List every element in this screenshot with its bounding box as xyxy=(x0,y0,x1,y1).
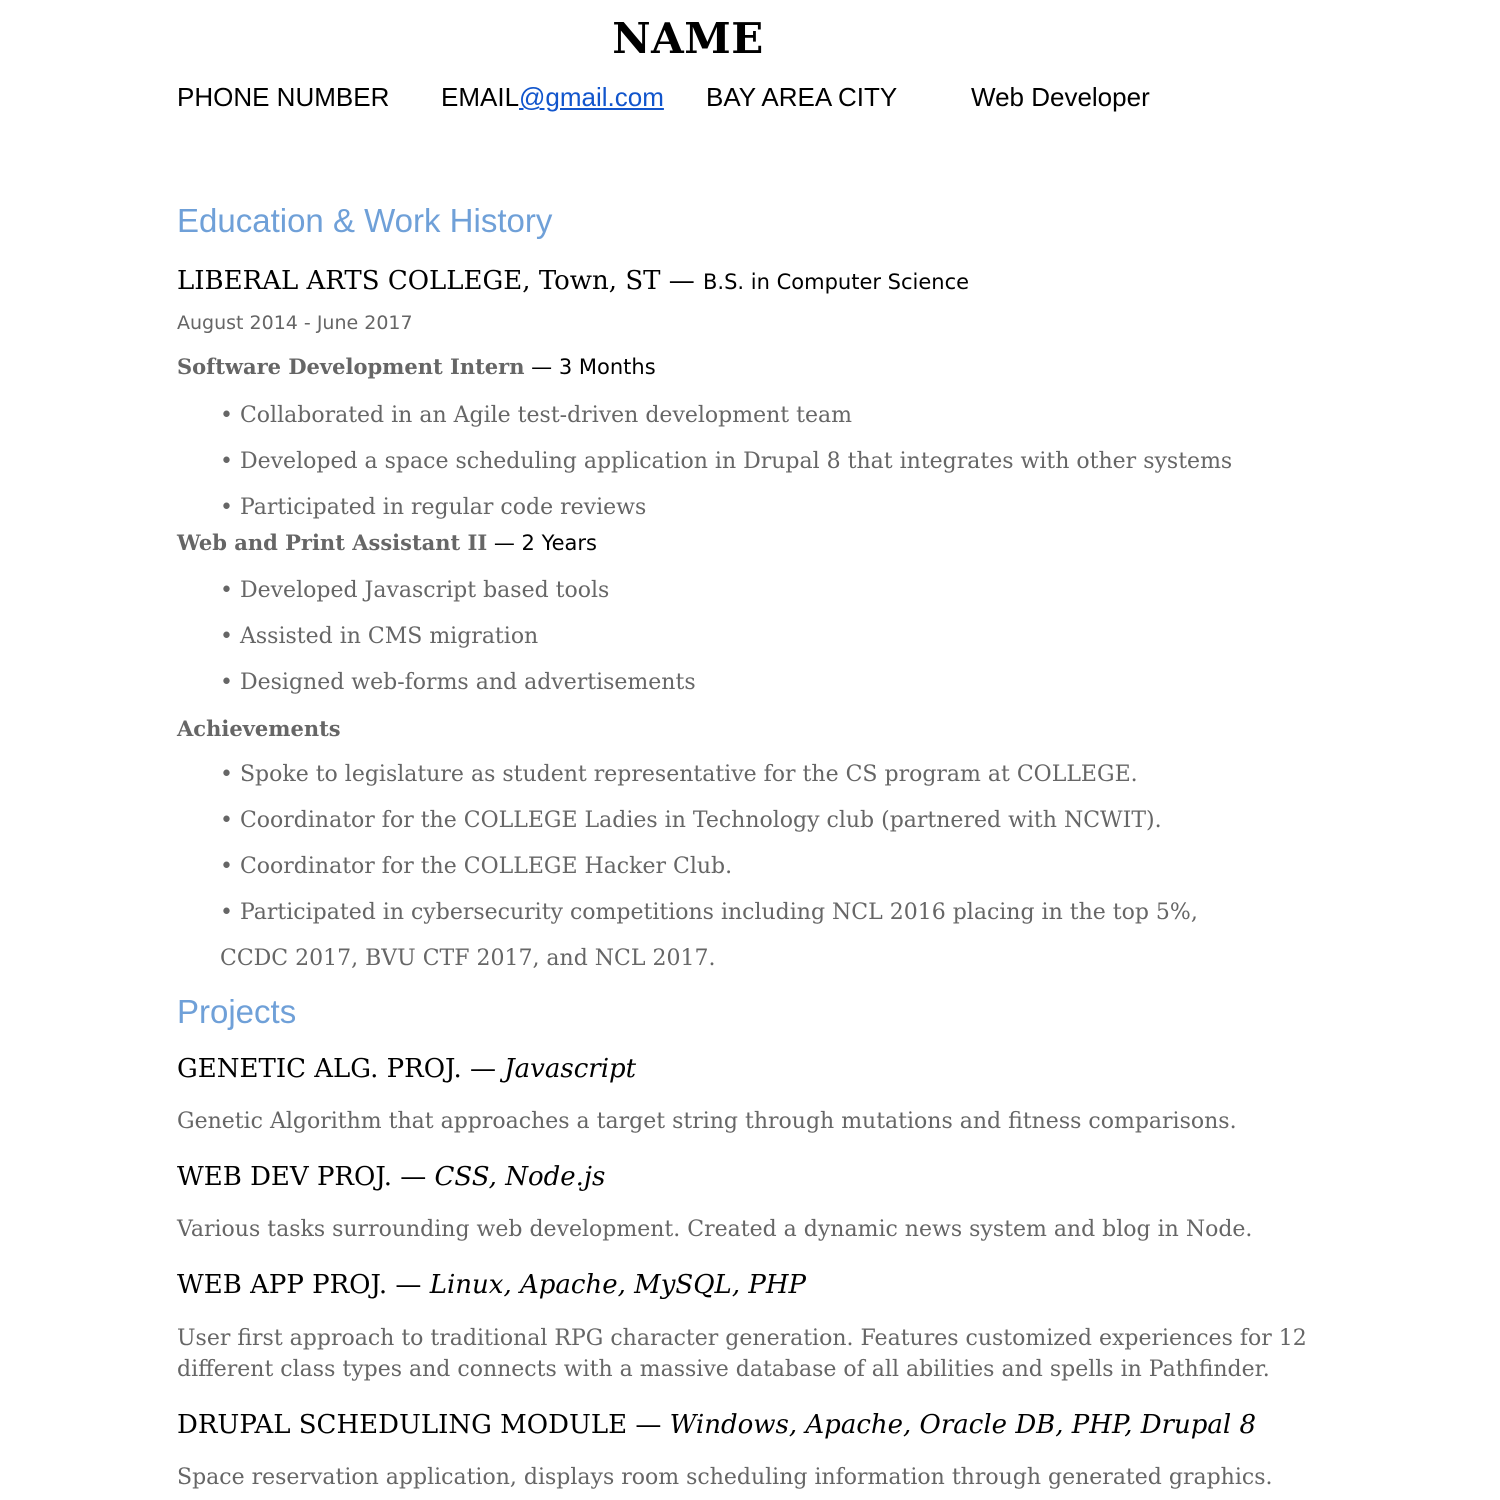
degree: B.S. in Computer Science xyxy=(703,270,970,294)
project-name: WEB DEV PROJ. xyxy=(177,1162,392,1192)
project-description: Space reservation application, displays room scheduling information through generated graphics. xyxy=(177,1465,1273,1490)
phone-number: PHONE NUMBER xyxy=(177,82,390,112)
project-tech: CSS, Node.js xyxy=(434,1162,606,1192)
resume-name: NAME xyxy=(612,14,764,63)
job-role-title: Web and Print Assistant II xyxy=(177,530,488,555)
project-name: DRUPAL SCHEDULING MODULE xyxy=(177,1410,628,1440)
dash: — xyxy=(627,1410,670,1440)
list-item: • Developed a space scheduling application in Drupal 8 that integrates with other systems xyxy=(220,449,1233,474)
list-item: • Designed web-forms and advertisements xyxy=(220,670,696,695)
project-title xyxy=(177,1270,806,1300)
list-item-continuation: CCDC 2017, BVU CTF 2017, and NCL 2017. xyxy=(220,946,716,971)
school-line xyxy=(177,266,969,296)
dash: — xyxy=(392,1162,435,1192)
project-title xyxy=(177,1054,636,1084)
project-description: Genetic Algorithm that approaches a target string through mutations and fitness comparisons. xyxy=(177,1109,1237,1134)
project-tech: Windows, Apache, Oracle DB, PHP, Drupal 8 xyxy=(669,1410,1257,1440)
achievements-heading: Achievements xyxy=(177,716,341,741)
project-description: Various tasks surrounding web development. Created a dynamic news system and blog in Node. xyxy=(177,1217,1253,1242)
job-role xyxy=(177,530,597,555)
email xyxy=(441,82,664,113)
list-item: • Assisted in CMS migration xyxy=(220,624,539,649)
job-role-title: Software Development Intern xyxy=(177,354,525,379)
project-title xyxy=(177,1162,605,1192)
school-name: LIBERAL ARTS COLLEGE, Town, ST xyxy=(177,266,661,296)
email-link[interactable]: @gmail.com xyxy=(519,82,664,112)
dash: — xyxy=(461,1054,505,1084)
list-item: • Participated in regular code reviews xyxy=(220,495,647,520)
dash: — xyxy=(387,1270,430,1300)
project-name: WEB APP PROJ. xyxy=(177,1270,388,1300)
project-description: different class types and connects with a massive database of all abilities and spells in Pathfinder. xyxy=(177,1357,1270,1382)
list-item: • Spoke to legislature as student representative for the CS program at COLLEGE. xyxy=(220,762,1138,787)
project-name: GENETIC ALG. PROJ. xyxy=(177,1054,462,1084)
project-title xyxy=(177,1410,1256,1440)
education-dates: August 2014 - June 2017 xyxy=(177,312,413,334)
job-duration: 2 Years xyxy=(521,531,597,555)
project-description: User first approach to traditional RPG character generation. Features customized experiences for 12 xyxy=(177,1326,1307,1351)
list-item: • Developed Javascript based tools xyxy=(220,578,610,603)
list-item: • Collaborated in an Agile test-driven development team xyxy=(220,403,852,428)
email-prefix: EMAIL xyxy=(441,82,520,112)
job-role xyxy=(177,354,656,379)
job-title: Web Developer xyxy=(971,82,1150,112)
job-duration: 3 Months xyxy=(558,355,656,379)
city: BAY AREA CITY xyxy=(706,82,898,112)
list-item: • Coordinator for the COLLEGE Hacker Club. xyxy=(220,854,733,879)
dash: — xyxy=(487,531,522,555)
dash: — xyxy=(524,355,559,379)
section-heading-projects: Projects xyxy=(177,993,297,1030)
dash: — xyxy=(660,266,704,296)
section-heading-education-work: Education & Work History xyxy=(177,202,553,239)
list-item: • Coordinator for the COLLEGE Ladies in Technology club (partnered with NCWIT). xyxy=(220,808,1162,833)
project-tech: Javascript xyxy=(504,1054,637,1084)
list-item: • Participated in cybersecurity competitions including NCL 2016 placing in the top 5%, xyxy=(220,900,1198,925)
project-tech: Linux, Apache, MySQL, PHP xyxy=(429,1270,807,1300)
